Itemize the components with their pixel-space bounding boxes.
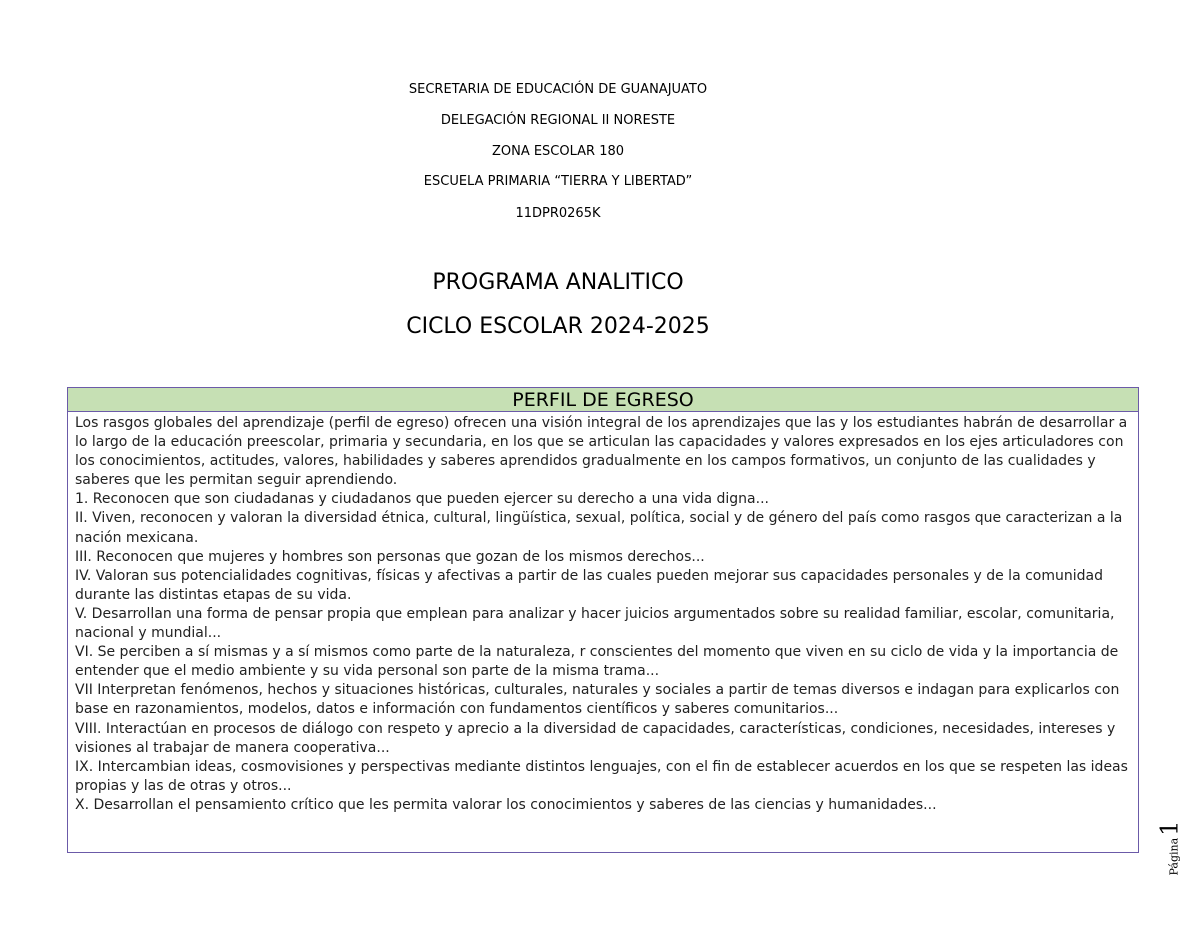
profile-paragraph-5: V. Desarrollan una forma de pensar propia que emplean para analizar y hacer juicios argumentados sobre su realidad familiar, escolar, comunitaria, nacional y mundial... xyxy=(75,605,1115,642)
profile-paragraph-4: IV. Valoran sus potencialidades cognitivas, físicas y afectivas a partir de las cuales pueden mejorar sus capacidades personales y de la comunidad durante las distintas etapas de su vida. xyxy=(75,567,1103,603)
header-zona: ZONA ESCOLAR 180 xyxy=(491,144,625,159)
profile-paragraph-3: III. Reconocen que mujeres y hombres son personas que gozan de los mismos derechos... xyxy=(75,548,705,565)
profile-paragraph-9: IX. Intercambian ideas, cosmovisiones y perspectivas mediante distintos lenguajes, con el fin de establecer acuerdos en los que se respeten las ideas propias y las de otras y otros... xyxy=(75,758,1128,794)
profile-paragraph-2: II. Viven, reconocen y valoran la diversidad étnica, cultural, lingüística, sexual, política, social y de género del país como rasgos que caracterizan a la nación mexicana. xyxy=(75,510,1123,546)
perfil-egreso-table xyxy=(67,387,1139,853)
page-number-footer xyxy=(1155,820,1196,876)
profile-paragraph-8: VIII. Interactúan en procesos de diálogo con respeto y aprecio a la diversidad de capacidades, características, condiciones, necesidades, intereses y visiones al trabajar de manera cooperativa... xyxy=(75,720,1116,756)
profile-paragraph-6: VI. Se perciben a sí mismas y a sí mismos como parte de la naturaleza, r conscientes del momento que viven en su ciclo de vida y la importancia de entender que el medio ambiente y su vida personal son parte de la misma trama... xyxy=(75,644,1119,680)
perfil-egreso-body xyxy=(68,412,1138,815)
page-word: Página xyxy=(1167,837,1181,876)
header-cct: 11DPR0265K xyxy=(515,206,601,221)
profile-paragraph-1: 1. Reconocen que son ciudadanas y ciudadanos que pueden ejercer su derecho a una vida digna... xyxy=(75,491,769,508)
page-title: PROGRAMA ANALITICO xyxy=(432,270,684,295)
profile-paragraph-7: VII Interpretan fenómenos, hechos y situaciones históricas, culturales, naturales y sociales a partir de temas diversos e indagan para explicarlos con base en razonamientos, modelos, datos e información con fundamentos científicos y saberes comunitarios... xyxy=(75,682,1120,718)
header-delegacion: DELEGACIÓN REGIONAL II NORESTE xyxy=(440,113,676,128)
header-secretaria: SECRETARIA DE EDUCACIÓN DE GUANAJUATO xyxy=(408,82,708,97)
page-number: 1 xyxy=(1155,820,1184,836)
profile-paragraph-10: X. Desarrollan el pensamiento crítico que les permita valorar los conocimientos y saberes de las ciencias y humanidades... xyxy=(75,796,937,813)
school-cycle: CICLO ESCOLAR 2024-2025 xyxy=(406,314,710,339)
profile-paragraph-intro: Los rasgos globales del aprendizaje (perfil de egreso) ofrecen una visión integral de los aprendizajes que las y los estudiantes habrán de desarrollar a lo largo de la educación preescolar, primaria y secundaria, en los que se articulan las capacidades y valores expresados en los ejes articuladores con los conocimientos, actitudes, valores, habilidades y saberes aprendidos gradualmente en los campos formativos, un conjunto de las cualidades y saberes que les permitan seguir aprendiendo. xyxy=(75,415,1128,489)
header-escuela: ESCUELA PRIMARIA “TIERRA Y LIBERTAD” xyxy=(423,174,693,189)
perfil-egreso-heading: PERFIL DE EGRESO xyxy=(68,388,1138,412)
